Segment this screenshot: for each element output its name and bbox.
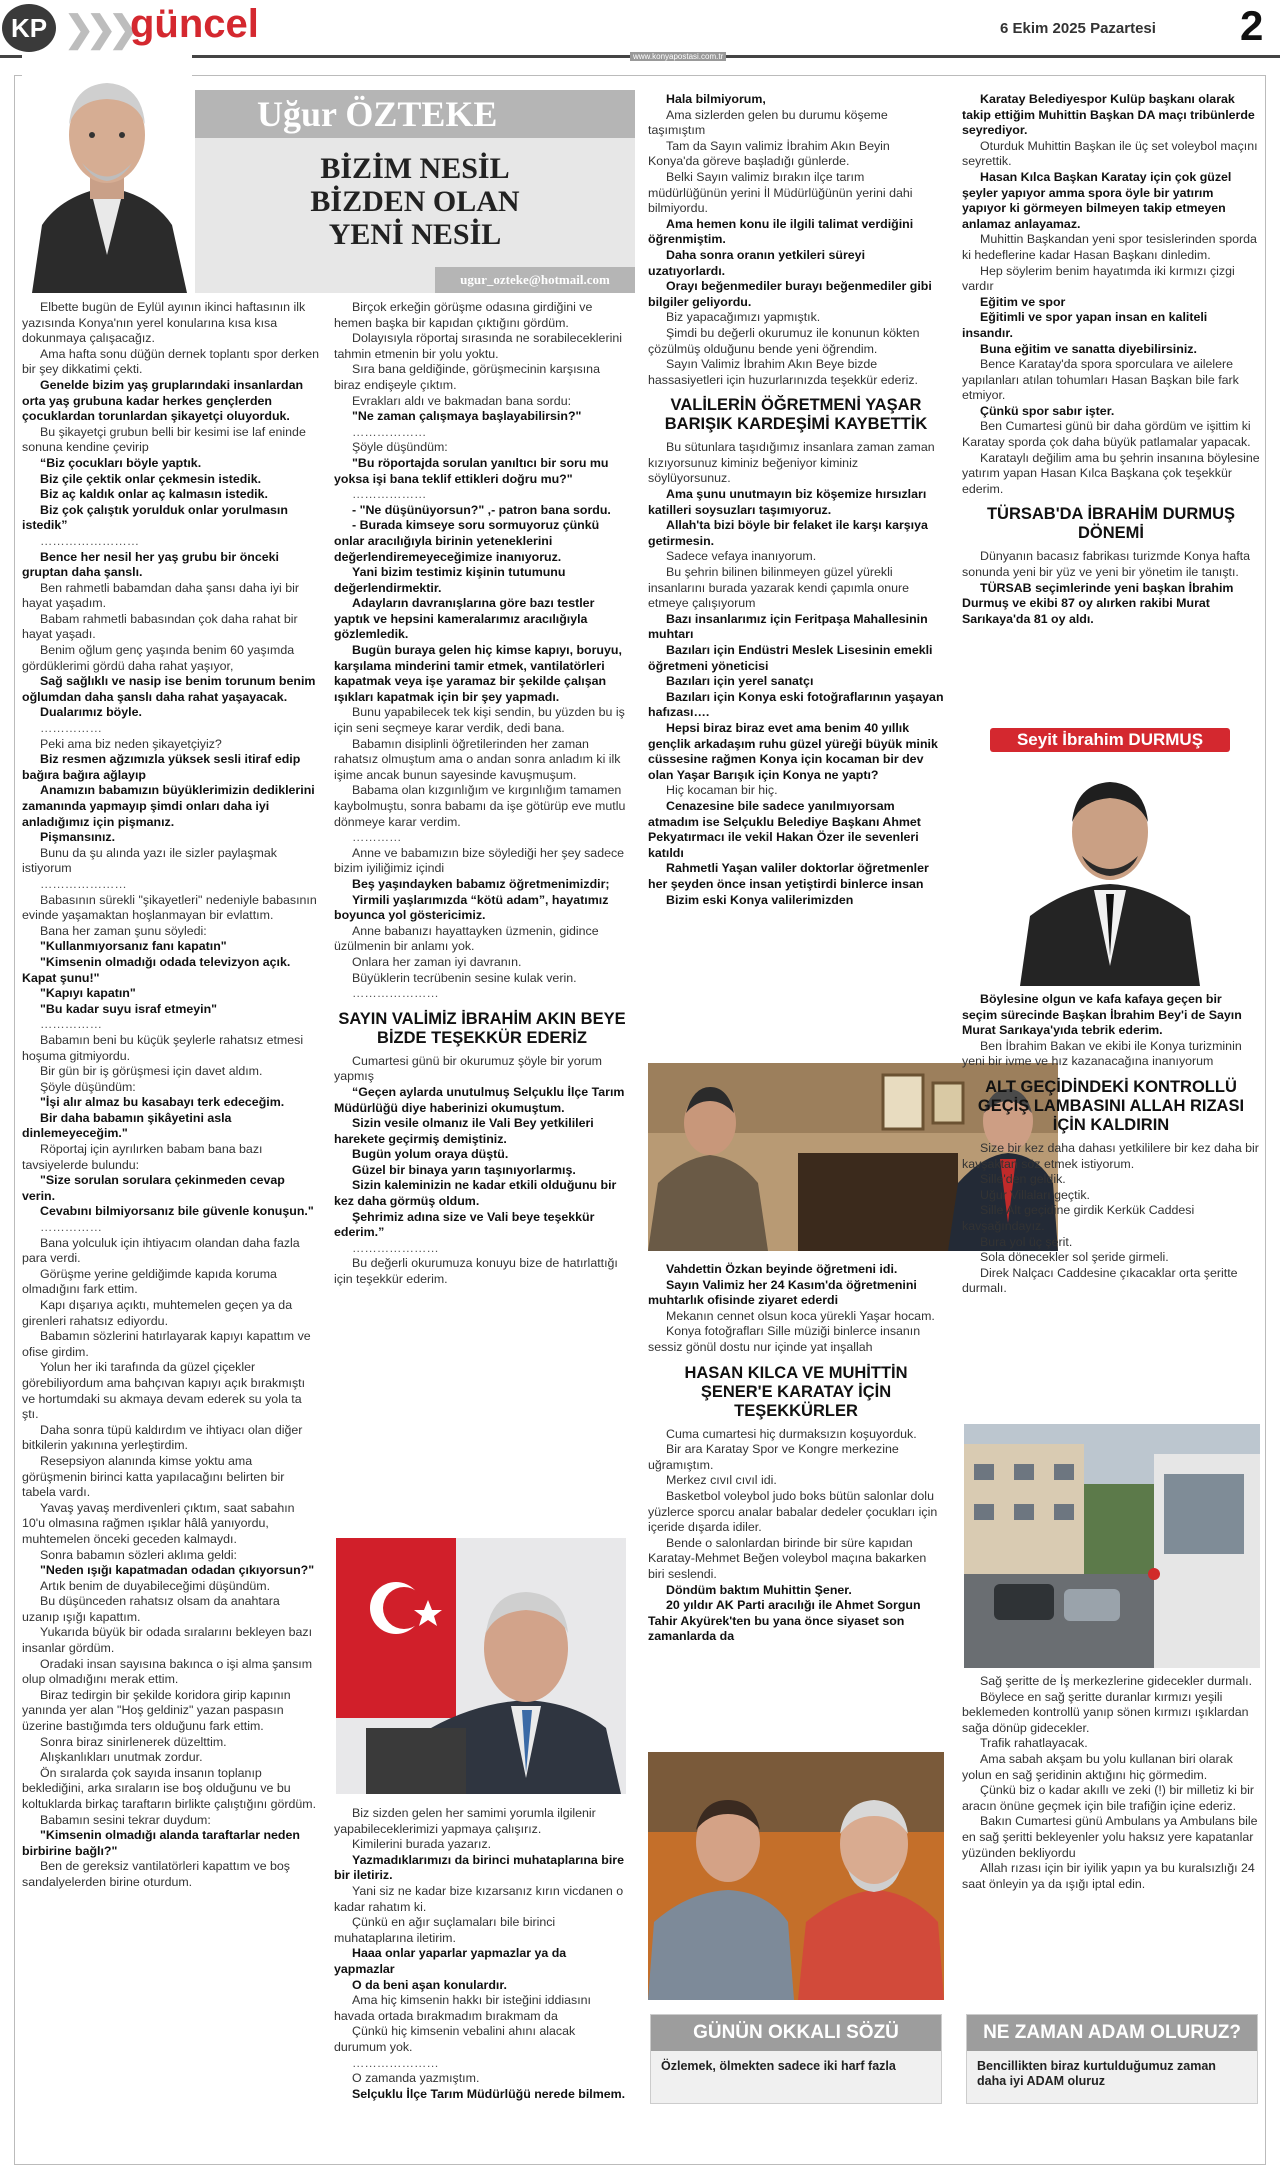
- paragraph: Yirmili yaşlarımızda “kötü adam”, hayatımız boyunca yol göstericimiz.: [334, 892, 609, 923]
- column-2-body: [334, 300, 630, 1002]
- paragraph: Selçuklu İlçe Tarım Müdürlüğü nerede bilmem.: [352, 2086, 626, 2101]
- paragraph: "Ne zaman çalışmaya başlayabilirsin?": [352, 409, 582, 424]
- paragraph: "Kullanmıyorsanız fanı kapatın": [40, 939, 227, 954]
- paragraph: Sille Alt geçidine girdik Kerkük Caddesi kavşağındayız.: [962, 1203, 1195, 1233]
- paragraph: "İşi alır almaz bu kasabayı terk edeceğim.: [40, 1095, 285, 1110]
- paragraph: Döndüm baktım Muhittin Şener.: [666, 1582, 852, 1597]
- durmus-portrait: [1010, 756, 1210, 986]
- paragraph: Belki Sayın valimiz bırakın ilçe tarım müdürlüğünün yerini İl Müdürlüğünün yerini dahi bilmiyordu.: [648, 169, 913, 216]
- paragraph: ……………: [40, 1017, 102, 1032]
- paragraph: Bu sütunlara taşıdığımız insanlara zaman zaman kızıyorsunuz kiminiz beğeniyor kiminiz söylüyorsunuz.: [648, 440, 935, 486]
- paragraph: Bir gün bir iş görüşmesi için davet aldım.: [40, 1064, 263, 1079]
- paragraph: "Kimsenin olmadığı alanda taraftarlar neden birbirine bağlı?": [22, 1828, 300, 1858]
- paragraph: Buna eğitim ve sanatta diyebilirsiniz.: [980, 341, 1197, 356]
- paragraph: Eğitimli ve spor yapan insan en kaliteli insandır.: [962, 310, 1208, 340]
- paragraph: ………………: [352, 487, 427, 502]
- paragraph: Cuma cumartesi hiç durmaksızın koşuyorduk.: [666, 1426, 917, 1441]
- paragraph: Babama olan kızgınlığım ve kırgınlığım tamamen kaybolmuştu, sonra babamı da işe götürüp eve mutlu dönmeye karar verdim.: [334, 783, 626, 829]
- paragraph: Karataylı değilim ama bu şehrin insanına böylesine yatırım yapan Hasan Kılca Başkana çok teşekkür ederim.: [962, 450, 1260, 496]
- paragraph: Babamın sözlerini hatırlayarak kapıyı kapattım ve ofise girdim.: [22, 1329, 311, 1359]
- paragraph: “Geçen aylarda unutulmuş Selçuklu İlçe Tarım Müdürlüğü diye haberinizi okumuştum.: [334, 1084, 625, 1115]
- paragraph: Dolayısıyla röportaj sırasında ne sorabileceklerini tahmin etmenin bir yolu yoktu.: [334, 331, 622, 361]
- paragraph: Ama hafta sonu düğün dernek toplantı spor derken bir şey dikkatimi çekti.: [22, 346, 319, 377]
- paragraph: Çünkü en ağır suçlamaları bile birinci muhataplarına iletirim.: [334, 1915, 556, 1945]
- paragraph: Cevabını bilmiyorsanız bile güvenle konuşun.": [40, 1204, 314, 1219]
- paragraph: Tam da Sayın valimiz İbrahim Akın Beyin Konya'da göreve başladığı günlerde.: [648, 138, 890, 169]
- paragraph: …………………: [40, 876, 127, 891]
- paragraph: 20 yıldır AK Parti aracılığı ile Ahmet Sorgun Tahir Akyürek'ten bu yana önce siyaset son zamanlarda da: [648, 1598, 921, 1644]
- paragraph: Ön sıralarda çok sayıda insanın toplanıp beklediğini, arka sıraların ise boş olduğunu ve bu koltuklarda birkaç taraftarın birlikte çalıştığını gördüm.: [22, 1765, 317, 1811]
- paragraph: Yukarıda büyük bir odada sıralarını bekleyen bazı insanlar gördüm.: [22, 1625, 313, 1656]
- paragraph: Ama şunu unutmayın biz köşemize hırsızları katilleri soysuzları taşımıyoruz.: [648, 487, 927, 517]
- article-heading-altgecit: ALT GEÇİDİNDEKİ KONTROLLÜ GEÇİŞ LAMBASINI ALLAH RIZASI İÇİN KALDIRIN: [977, 1077, 1245, 1134]
- adam-box-text: Bencillikten biraz kurtulduğumuz zaman daha iyi ADAM oluruz: [977, 2059, 1216, 2088]
- paragraph: Sizin vesile olmanız ile Vali Bey yetkilileri harekete geçirmiş demiştiniz.: [334, 1116, 594, 1146]
- paragraph: "Kapıyı kapatın": [40, 986, 136, 1001]
- paragraph: Allah rızası için bir iyilik yapın ya bu kuralsızlığı 24 saat önleyin ya da ışığı iptal edin.: [962, 1861, 1255, 1891]
- paragraph: - "Ne düşünüyorsun?" ,- patron bana sordu.: [352, 502, 611, 517]
- paragraph: Bazıları için Endüstri Meslek Lisesinin emekli öğretmeni yöneticisi: [648, 643, 933, 673]
- paragraph: ……………: [40, 721, 102, 736]
- paragraph: Bir ara Karatay Spor ve Kongre merkezine uğramıştım.: [648, 1442, 899, 1472]
- paragraph: Sola dönecekler sol şeride girmeli.: [980, 1250, 1169, 1265]
- paragraph: Bunu da şu alında yazı ile sizler paylaşmak istiyorum: [22, 845, 277, 876]
- paragraph: Onlara her zaman iyi davranın.: [352, 954, 522, 969]
- paragraph: Hala bilmiyorum,: [666, 92, 766, 106]
- paragraph: Sonra babamın sözleri aklıma geldi:: [40, 1547, 237, 1562]
- paragraph: Daha sonra tüpü kaldırdım ve ihtiyacı olan diğer bitkilerin yakınına yerleştirdim.: [22, 1422, 303, 1453]
- paragraph: ……………………: [40, 533, 140, 548]
- paragraph: Ama hiç kimsenin hakkı bir isteğini iddiasını havada ortada bırakmadım bırakmam da: [334, 1993, 591, 2023]
- paragraph: Biz çok çalıştık yorulduk onlar yorulmasın istedik”: [22, 502, 288, 533]
- paragraph: Çünkü biz o kadar akıllı ve zeki (!) bir milletiz ki bir aracın önüne geçmek için bile trafiğin içine ederiz.: [962, 1783, 1255, 1813]
- chevron-decor-icon: ❯❯❯: [64, 8, 131, 49]
- paragraph: Bizim eski Konya valilerimizden: [666, 892, 854, 907]
- governor-photo: [336, 1538, 626, 1794]
- headline-line: YENİ NESİL: [328, 218, 502, 251]
- column-3-continued: [648, 1262, 944, 1645]
- paragraph: Mekanın cennet olsun koca yürekli Yaşar hocam.: [666, 1308, 935, 1323]
- paragraph: Bakın Cumartesi günü Ambulans ya Ambulans bile en sağ şeritti bekleyenler yolu haksız yere kapatanlar yüzünden bekliyordu: [962, 1814, 1258, 1860]
- paragraph: Babamın beni bu küçük şeylerle rahatsız etmesi hoşuma gitmiyordu.: [22, 1032, 304, 1063]
- paragraph: Yavaş yavaş merdivenleri çıktım, saat sabahın 10'u olmasına rağmen ışıklar hâlâ yanıyordu, muhtemelen önceki geceden kalmaydı.: [22, 1500, 295, 1546]
- paragraph: Çünkü hiç kimsenin vebalini ahını alacak durumum yok.: [334, 2024, 576, 2054]
- paragraph: Haaa onlar yaparlar yapmazlar ya da yapmazlar: [334, 1946, 567, 1976]
- paragraph: Evrakları aldı ve bakmadan bana sordu:: [352, 393, 572, 408]
- paragraph: Bugün buraya gelen hiç kimse kapıyı, boruyu, karşılama minderini tamir etmek, vantilatörleri kapatmak veya işe yaramaz bir şekilde çalışan ışıkları kapatmak için bir şey yapmadı.: [334, 643, 622, 704]
- paragraph: “Biz çocukları böyle yaptık.: [40, 455, 202, 470]
- paragraph: Ben Cumartesi günü bir daha gördüm ve işittim ki Karatay sporda çok daha büyük patlamalar yapacak.: [962, 419, 1251, 450]
- paragraph: Pişmansınız.: [40, 830, 116, 845]
- paragraph: Hasan Kılca Başkan Karatay için çok güzel şeyler yapıyor amma spora öyle bir yatırım yapıyor ki görmeyen bilmeyen takip etmeyen anlamaz anlayamaz.: [962, 169, 1232, 231]
- paragraph: Basketbol voleybol judo boks bütün salonlar dolu yüzlerce sporcu analar babalar dedeler çocukları için içeride dışarda idiler.: [648, 1488, 938, 1535]
- article-tursab-after: [962, 992, 1260, 1070]
- paragraph: Bence Karatay'da spora sporculara ve ailelere yapılanları atılan tohumları Hasan Başkan bile fark etmiyor.: [962, 357, 1239, 403]
- paragraph: Bu değerli okurumuza konuyu bize de hatırlattığı için teşekkür ederim.: [334, 1256, 618, 1287]
- article-heading-karatay: HASAN KILCA VE MUHİTTİN ŞENER'E KARATAY İÇİN TEŞEKKÜRLER: [684, 1363, 908, 1420]
- column-3: [648, 92, 944, 908]
- paragraph: "Neden ışığı kapatmadan odadan çıkıyorsun?": [40, 1563, 315, 1578]
- paragraph: Orayı beğenmediler burayı beğenmediler gibi bilgiler geliyordu.: [648, 279, 932, 309]
- paragraph: Bu şehrin bilinen bilinmeyen güzel yürekli insanlarını burada yazarak kendi çapımla onure etmeye çalışıyorum: [648, 565, 910, 611]
- paragraph: Yolun her iki tarafında da güzel çiçekler görebiliyordum ama bahçıvan kapıyı açık bırakmıştı ve hortumdaki su akmaya devam ederek su yola ta ştı.: [22, 1360, 306, 1422]
- paragraph: Allah'ta bizi böyle bir felaket ile karşı karşıya getirmesin.: [648, 518, 928, 548]
- paragraph: Bana yolculuk için ihtiyacım olandan daha fazla para verdi.: [22, 1235, 300, 1266]
- paragraph: Birçok erkeğin görüşme odasına girdiğini ve hemen başka bir kapıdan çıktığını gördüm.: [334, 300, 593, 330]
- column-2-bottom: [334, 1806, 630, 2102]
- paragraph: TÜRSAB seçimlerinde yeni başkan İbrahim Durmuş ve ekibi 87 oy alırken rakibi Murat Sarıkaya'da 81 oy aldı.: [962, 580, 1234, 626]
- paragraph: Vahdettin Özkan beyinde öğretmeni idi.: [666, 1262, 898, 1276]
- section-title: güncel: [130, 2, 259, 46]
- newspaper-logo[interactable]: KP: [2, 4, 56, 52]
- person-name-badge: Seyit İbrahim DURMUŞ: [990, 728, 1230, 752]
- paragraph: Babamın disiplinli öğretilerinden her zaman rahatsız olmuştum ama o andan sonra anladım ki ilk işime ancak bunun sayesinde kavuşmuşum.: [334, 736, 621, 782]
- quote-of-day-title: GÜNÜN OKKALI SÖZÜ: [651, 2015, 941, 2051]
- paragraph: O da beni aşan konulardır.: [352, 1977, 507, 1992]
- column-header: [195, 90, 635, 293]
- paragraph: Bazıları için yerel sanatçı: [666, 674, 814, 689]
- paragraph: Sağ şeritte de İş merkezlerine gidecekler durmalı.: [980, 1674, 1253, 1688]
- paragraph: Yazmadıklarımızı da birinci muhataplarına bire bir iletiriz.: [334, 1852, 624, 1883]
- paragraph: Oturduk Muhittin Başkan ile üç set voleybol maçını seyrettik.: [962, 138, 1258, 169]
- paragraph: Biz sizden gelen her samimi yorumla ilgilenir yapabileceklerimizi yapmaya çalışırız.: [334, 1806, 596, 1836]
- column-4-bottom: [962, 1674, 1260, 1892]
- paragraph: Uğur Villaları geçtik.: [980, 1187, 1090, 1202]
- column-1: [22, 300, 320, 1891]
- two-men-photo: [648, 1752, 944, 2000]
- column-3-body: [648, 92, 944, 388]
- paragraph: Babamın sesini tekrar duydum:: [40, 1812, 211, 1827]
- paragraph: Biz resmen ağzımızla yüksek sesli itiraf edip bağıra bağıra ağlayıp: [22, 752, 301, 782]
- paragraph: Şöyle düşündüm:: [352, 440, 448, 455]
- paragraph: Size bir kez daha dahası yetkililere bir kez daha bir kavşaktan söz etmek istiyorum.: [962, 1140, 1259, 1171]
- paragraph: Röportaj için ayrılırken babam bana bazı tavsiyelerde bulundu:: [22, 1142, 263, 1172]
- paragraph: Bazı insanlarımız için Feritpaşa Mahallesinin muhtarı: [648, 611, 928, 642]
- paragraph: Alışkanlıkları unutmak zordur.: [40, 1750, 203, 1765]
- paragraph: Dünyanın bacasız fabrikası turizmde Konya hafta sonunda yeni bir yüz ve yeni bir yönetim ile tanıştı.: [962, 549, 1250, 580]
- paragraph: Sonra biraz sinirlenerek düzelttim.: [40, 1734, 227, 1749]
- traffic-photo: [964, 1424, 1260, 1668]
- paragraph: Adayların davranışlarına göre bazı testler yaptık ve hepsini kameralarımız aracılığıyla gözlemledik.: [334, 596, 595, 642]
- paragraph: Oradaki insan sayısına bakınca o işi alma şansım olup olmadığını merak ettim.: [22, 1656, 313, 1687]
- paragraph: Biraz tedirgin bir şekilde koridora girip kapının yanında yer alan "Hoş geldiniz" yazan paspasın üzerine bastığımda ters olduğunu fark ettim.: [22, 1687, 291, 1734]
- site-url: www.konyapostasi.com.tr: [630, 52, 726, 61]
- paragraph: Ama hemen konu ile ilgili talimat verdiğini öğrenmiştim.: [648, 216, 914, 247]
- paragraph: Biz aç kaldık onlar aç kalmasın istedik.: [40, 487, 268, 502]
- paragraph: Ben rahmetli babamdan daha şansı daha iyi bir hayat yaşadım.: [22, 580, 299, 611]
- column-4-continued: [962, 992, 1260, 1297]
- author-portrait: [22, 55, 192, 293]
- paragraph: Sadece vefaya inanıyorum.: [666, 549, 817, 564]
- paragraph: Trafik rahatlayacak.: [980, 1736, 1088, 1751]
- paragraph: Kapı dışarıya açıktı, muhtemelen geçen ya da girenleri rahatsız ediyordu.: [22, 1298, 293, 1328]
- paragraph: Ben İbrahim Bakan ve ekibi ile Konya turizminin yeni bir ivme ve hız kazanacağına inanıyorum: [962, 1038, 1242, 1069]
- page-header: [0, 0, 1280, 61]
- paragraph: Cenazesine bile sadece yanılmıyorsam atmadım ise Selçuklu Belediye Başkanı Ahmet Pekyatırmacı ile vekil Hakan Özer ile sevenleri katıldı: [648, 798, 921, 860]
- paragraph: Genelde bizim yaş gruplarındaki insanlardan orta yaş grubuna kadar herkes gençlerden çocuklardan torunlardan şikayetçi oluyorduk.: [22, 377, 304, 424]
- article-barisik-continued: [648, 1262, 944, 1356]
- column-4: [962, 92, 1260, 627]
- paragraph: Böylece en sağ şeritte duranlar kırmızı yeşili beklemeden kontrollü yanıp sönen kırmızı ışıklardan sağa dönüp gidecekler.: [962, 1689, 1249, 1735]
- headline-line: BİZDEN OLAN: [310, 185, 520, 218]
- paragraph: Büyüklerin tecrübenin sesine kulak verin.: [352, 970, 577, 985]
- adam-box-title: NE ZAMAN ADAM OLURUZ?: [967, 2015, 1257, 2051]
- author-name: Uğur ÖZTEKE: [195, 90, 635, 138]
- paragraph: "Size sorulan sorulara çekinmeden cevap verin.: [22, 1173, 285, 1203]
- paragraph: Dualarımız böyle.: [40, 705, 142, 720]
- paragraph: O zamanda yazmıştım.: [352, 2071, 480, 2086]
- paragraph: Merkez cıvıl cıvıl idi.: [666, 1473, 777, 1488]
- paragraph: Şöyle düşündüm:: [40, 1079, 136, 1094]
- paragraph: Benim oğlum genç yaşında benim 60 yaşımda gördüklerimi gördü daha rahat yaşıyor,: [22, 643, 295, 673]
- paragraph: Kimilerini burada yazarız.: [352, 1837, 492, 1852]
- article-karatay-body: [648, 1427, 944, 1645]
- paragraph: Hiç kocaman bir hiç.: [666, 783, 778, 798]
- paragraph: Biz yapacağımızı yapmıştık.: [666, 310, 821, 325]
- article-altgecit-body: [962, 1141, 1260, 1297]
- paragraph: Yani siz ne kadar bize kızarsanız kırın vicdanen o kadar rahatım ki.: [334, 1883, 624, 1914]
- paragraph: Eğitim ve spor: [980, 294, 1066, 309]
- paragraph: Böylesine olgun ve kafa kafaya geçen bir seçim sürecinde Başkan İbrahim Bey'i de Sayın Murat Sarıkaya'yıda tebrik ederim.: [962, 992, 1242, 1038]
- paragraph: Anne ve babamızın bize söylediği her şey sadece bizim iyiliğimiz içindi: [334, 845, 625, 876]
- paragraph: Bence her nesil her yaş grubu bir önceki gruptan daha şanslı.: [22, 549, 279, 580]
- paragraph: Cumartesi günü bir okurumuz şöyle bir yorum yapmış: [334, 1053, 602, 1084]
- paragraph: Bu düşünceden rahatsız olsam da anahtara uzanıp ışığı kapattım.: [22, 1594, 280, 1624]
- paragraph: Sıra bana geldiğinde, görüşmecinin karşısına biraz endişeyle çıktım.: [334, 362, 600, 392]
- paragraph: Anamızın babamızın büyüklerimizin dediklerini zamanında yapmayıp şimdi onları daha iyi anladığımız için pişmanız.: [22, 783, 315, 829]
- paragraph: Şimdi bu değerli okurumuz ile konunun kökten çözülmüş olduğunu bende yeni öğrendim.: [648, 325, 920, 356]
- paragraph: Konya fotoğrafları Sille müziği binlerce insanın sessiz gönül dostu nur içinde yat inşallah: [648, 1324, 921, 1354]
- issue-date: 6 Ekim 2025 Pazartesi: [1000, 20, 1156, 37]
- article-tursab-body: [962, 549, 1260, 627]
- paragraph: "Bu kadar suyu israf etmeyin": [40, 1001, 218, 1016]
- paragraph: Sayın Valimiz İbrahim Akın Beye bizde hassasiyetleri için huzurlarınızda teşekkür ederiz.: [648, 357, 918, 387]
- paragraph: Muhittin Başkandan yeni spor tesislerinden sporda ki hedeflerine kadar Hasan Başkanı dinledim.: [962, 232, 1257, 262]
- author-email[interactable]: ugur_ozteke@hotmail.com: [435, 267, 635, 293]
- paragraph: Bende o salonlardan birinde bir süre kapıdan Karatay-Mehmet Beğen voleybol maçına bakarken biri seslendi.: [648, 1535, 927, 1581]
- quote-of-day-text: Özlemek, ölmekten sadece iki harf fazla: [661, 2059, 896, 2073]
- article-vali-body: [334, 1054, 630, 1288]
- paragraph: Ama sabah akşam bu yolu kullanan biri olarak yolun en sağ şeridinin aktığını hiç görmedim.: [962, 1751, 1233, 1782]
- paragraph: Bir daha babamın şikâyetini asla dinlemeyeceğim.": [22, 1110, 232, 1141]
- paragraph: Güzel bir binaya yarın taşınıyorlarmış.: [352, 1162, 576, 1177]
- paragraph: Sayın Valimiz her 24 Kasım'da öğretmenini muhtarlık ofisinde ziyaret ederdi: [648, 1277, 917, 1308]
- paragraph: ……………: [40, 1220, 102, 1235]
- paragraph: Karatay Belediyespor Kulüp başkanı olarak takip ettiğim Muhittin Başkan DA maçı tribünlerde seyrediyor.: [962, 92, 1255, 138]
- paragraph: Şehrimiz adına size ve Vali beye teşekkür ederim.”: [334, 1209, 595, 1240]
- paragraph: …………………: [352, 1240, 439, 1255]
- headline-line: BİZİM NESİL: [320, 152, 510, 185]
- paragraph: Beş yaşındayken babamız öğretmenimizdir;: [352, 876, 610, 891]
- article-heading-tursab: TÜRSAB'DA İBRAHİM DURMUŞ DÖNEMİ: [986, 505, 1236, 543]
- paragraph: Artık benim de duyabileceğimi düşündüm.: [40, 1578, 271, 1593]
- paragraph: Bugün yolum oraya düştü.: [352, 1147, 509, 1162]
- paragraph: Biz çile çektik onlar çekmesin istedik.: [40, 471, 262, 486]
- paragraph: Anne babanızı hayattayken üzmenin, gidince üzülmenin bir anlamı yok.: [334, 923, 599, 954]
- paragraph: Peki ama biz neden şikayetçiyiz?: [40, 736, 222, 751]
- paragraph: Görüşme yerine geldiğimde kapıda koruma olmadığını fark ettim.: [22, 1266, 277, 1297]
- paragraph: …………………: [352, 986, 439, 1001]
- paragraph: Sille'den geldik.: [980, 1172, 1066, 1187]
- paragraph: Bana her zaman şunu söyledi:: [40, 923, 207, 938]
- paragraph: "Bu röportajda sorulan yanıltıcı bir soru mu yoksa işi bana teklif ettikleri doğru mu?": [334, 455, 609, 486]
- paragraph: …………: [352, 830, 402, 845]
- paragraph: Çünkü spor sabır işter.: [980, 403, 1115, 418]
- paragraph: Bunu yapabilecek tek kişi sendin, bu yüzden bu iş için seni seçmeye karar verdik, dedi bana.: [334, 705, 625, 736]
- paragraph: Sizin kaleminizin ne kadar etkili olduğunu bir kez daha görmüş oldum.: [334, 1178, 617, 1209]
- paragraph: Babasının sürekli "şikayetleri" nedeniyle babasının evinde yaşamaktan hoşlanmayan bir evlattım.: [22, 892, 317, 923]
- paragraph: …………………: [352, 2055, 439, 2070]
- adam-box: [966, 2014, 1258, 2104]
- column-4-body: [962, 92, 1260, 497]
- paragraph: Bura yol üç şerit.: [980, 1234, 1073, 1249]
- article-heading-vali: SAYIN VALİMİZ İBRAHİM AKIN BEYE BİZDE TEŞEKKÜR EDERİZ: [338, 1009, 626, 1047]
- paragraph: Ama sizlerden gelen bu durumu köşeme taşımıştım: [648, 107, 888, 138]
- article-barisik-body: [648, 440, 944, 908]
- paragraph: Bu şikayetçi grubun belli bir kesimi ise laf eninde sonuna kendine çevirip: [22, 424, 306, 455]
- paragraph: Elbette bugün de Eylül ayının ikinci haftasının ilk yazısında Konya'nın yerel konularına kısa kısa dokunmaya çalışacağız.: [22, 300, 306, 346]
- paragraph: Babam rahmetli babasından çok daha rahat bir hayat yaşadı.: [22, 611, 298, 642]
- paragraph: Rahmetli Yaşan valiler doktorlar öğretmenler her şeyden önce insan yetiştirdi binlerce insan: [648, 861, 929, 891]
- quote-of-day-box: [650, 2014, 942, 2104]
- paragraph: Ben de gereksiz vantilatörleri kapattım ve boş sandalyelerden birine oturdum.: [22, 1859, 291, 1889]
- paragraph: Resepsiyon alanında kimse yoktu ama görüşmenin birinci katta yapılacağını belirten bir tabela vardı.: [22, 1453, 285, 1500]
- paragraph: Bazıları için Konya eski fotoğraflarının yaşayan hafızası….: [648, 689, 944, 720]
- paragraph: Direk Nalçacı Caddesine çıkacaklar orta şeritte durmalı.: [962, 1265, 1238, 1296]
- paragraph: "Kimsenin olmadığı odada televizyon açık. Kapat şunu!": [22, 954, 291, 985]
- paragraph: - Burada kimseye soru sormuyoruz çünkü onlar aracılığıyla birinin yeteneklerini değerlendiremeyeceğimize inanıyoruz.: [334, 518, 600, 564]
- paragraph: Yani bizim testimiz kişinin tutumunu değerlendirmektir.: [334, 565, 566, 595]
- paragraph: Sağ sağlıklı ve nasip ise benim torunum benim oğlumdan daha şanslı daha rahat yaşayacak.: [22, 674, 316, 704]
- column-2: [334, 300, 630, 1288]
- article-heading-barisik: VALİLERİN ÖĞRETMENİ YAŞAR BARIŞIK KARDEŞİMİ KAYBETTİK: [664, 396, 928, 434]
- paragraph: Daha sonra oranın yetkileri süreyi uzatıyorlardı.: [648, 247, 866, 278]
- paragraph: Hep söylerim benim hayatımda iki kırmızı çizgi vardır: [962, 263, 1235, 294]
- paragraph: Hepsi biraz biraz evet ama benim 40 yıllık gençlik arkadaşım ruhu güzel yüreği büyük minik cüssesine rağmen Konya için kocaman bir dev olan Yaşar Barışık için Konya ne yaptı?: [648, 720, 938, 782]
- page-number: 2: [1240, 2, 1264, 49]
- paragraph: ………………: [352, 424, 427, 439]
- column-headline: [195, 152, 635, 251]
